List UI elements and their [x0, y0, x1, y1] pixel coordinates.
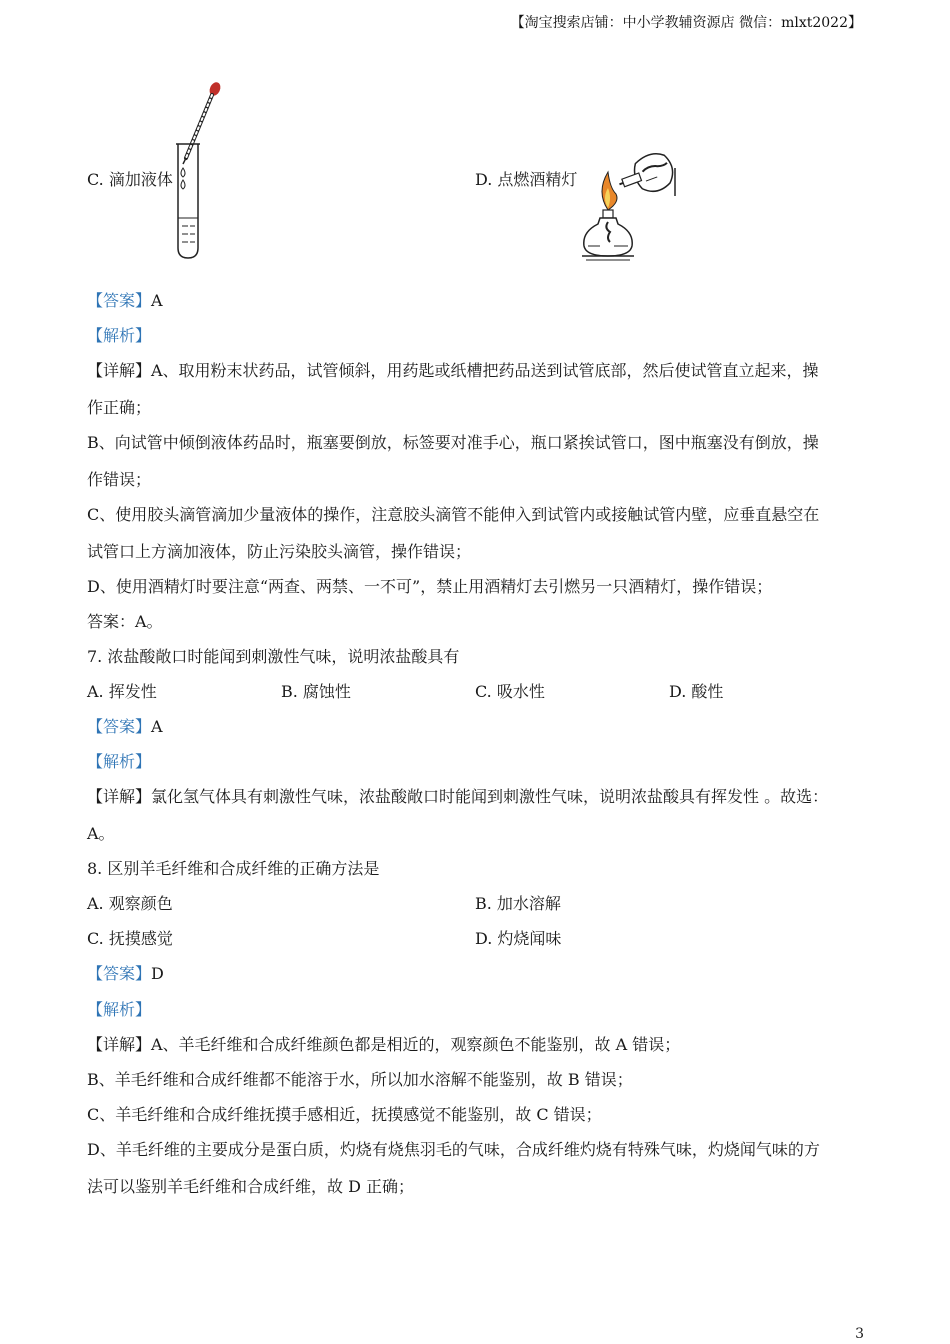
- q8-question: 8. 区别羊毛纤维和合成纤维的正确方法是: [87, 859, 380, 878]
- q6-detail-3b: 试管口上方滴加液体，防止污染胶头滴管，操作错误；: [87, 542, 472, 561]
- q7-question: 7. 浓盐酸敞口时能闻到刺激性气味，说明浓盐酸具有: [87, 647, 460, 666]
- answer-value: A: [151, 291, 163, 310]
- q7-option-c: C. 吸水性: [475, 682, 545, 701]
- q7-option-b: B. 腐蚀性: [281, 682, 351, 701]
- q7-option-d: D. 酸性: [669, 682, 724, 701]
- q6-detail-4: D、使用酒精灯时要注意“两查、两禁、一不可”，禁止用酒精灯去引燃另一只酒精灯，操作错误；: [87, 577, 773, 596]
- q8-answer: [87, 964, 164, 984]
- q6-final-answer: 答案：A。: [87, 612, 163, 631]
- q6-analysis-tag: 【解析】: [87, 326, 152, 345]
- answer-value: A: [151, 717, 163, 736]
- q6-detail-3a: C、使用胶头滴管滴加少量液体的操作，注意胶头滴管不能伸入到试管内或接触试管内壁，应垂直悬空在: [87, 505, 820, 524]
- q8-option-c: C. 抚摸感觉: [87, 929, 173, 948]
- alcohol-lamp-lighting-illustration: [578, 150, 683, 265]
- q6-detail-1b: 作正确；: [87, 398, 152, 417]
- page-header: 【淘宝搜索店铺：中小学教辅资源店 微信：mlxt2022】: [510, 15, 862, 31]
- answer-tag: 【答案】: [87, 717, 152, 736]
- q7-analysis-tag: 【解析】: [87, 752, 152, 771]
- dropper-test-tube-illustration: [168, 78, 228, 263]
- q8-analysis-tag: 【解析】: [87, 1000, 152, 1019]
- q6-option-c: C. 滴加液体: [87, 170, 173, 189]
- q7-detail-a: 【详解】氯化氢气体具有刺激性气味，浓盐酸敞口时能闻到刺激性气味，说明浓盐酸具有挥发性 。故选：: [87, 787, 829, 806]
- q6-option-d: D. 点燃酒精灯: [475, 170, 578, 189]
- q8-detail-2: B、羊毛纤维和合成纤维都不能溶于水，所以加水溶解不能鉴别，故 B 错误；: [87, 1070, 633, 1089]
- q6-detail-2a: B、向试管中倾倒液体药品时，瓶塞要倒放，标签要对准手心，瓶口紧挨试管口，图中瓶塞没有倒放，操: [87, 433, 819, 452]
- q8-detail-3: C、羊毛纤维和合成纤维抚摸手感相近，抚摸感觉不能鉴别，故 C 错误；: [87, 1105, 602, 1124]
- answer-value: D: [151, 964, 164, 983]
- q7-detail-b: A。: [87, 824, 115, 843]
- q8-option-b: B. 加水溶解: [475, 894, 561, 913]
- q8-detail-4a: D、羊毛纤维的主要成分是蛋白质，灼烧有烧焦羽毛的气味，合成纤维灼烧有特殊气味，灼烧闻气味的方: [87, 1140, 820, 1159]
- q6-detail-1a: 【详解】A、取用粉末状药品，试管倾斜，用药匙或纸槽把药品送到试管底部，然后使试管直立起来，操: [87, 361, 819, 380]
- q7-option-a: A. 挥发性: [87, 682, 157, 701]
- q8-detail-1: 【详解】A、羊毛纤维和合成纤维颜色都是相近的，观察颜色不能鉴别，故 A 错误；: [87, 1035, 681, 1054]
- page-number: 3: [855, 1326, 864, 1342]
- answer-tag: 【答案】: [87, 291, 152, 310]
- q8-option-d: D. 灼烧闻味: [475, 929, 562, 948]
- q8-detail-4b: 法可以鉴别羊毛纤维和合成纤维，故 D 正确；: [87, 1177, 415, 1196]
- q6-detail-2b: 作错误；: [87, 470, 152, 489]
- q6-answer: [87, 291, 163, 311]
- answer-tag: 【答案】: [87, 964, 152, 983]
- q8-option-a: A. 观察颜色: [87, 894, 173, 913]
- q7-answer: [87, 717, 163, 737]
